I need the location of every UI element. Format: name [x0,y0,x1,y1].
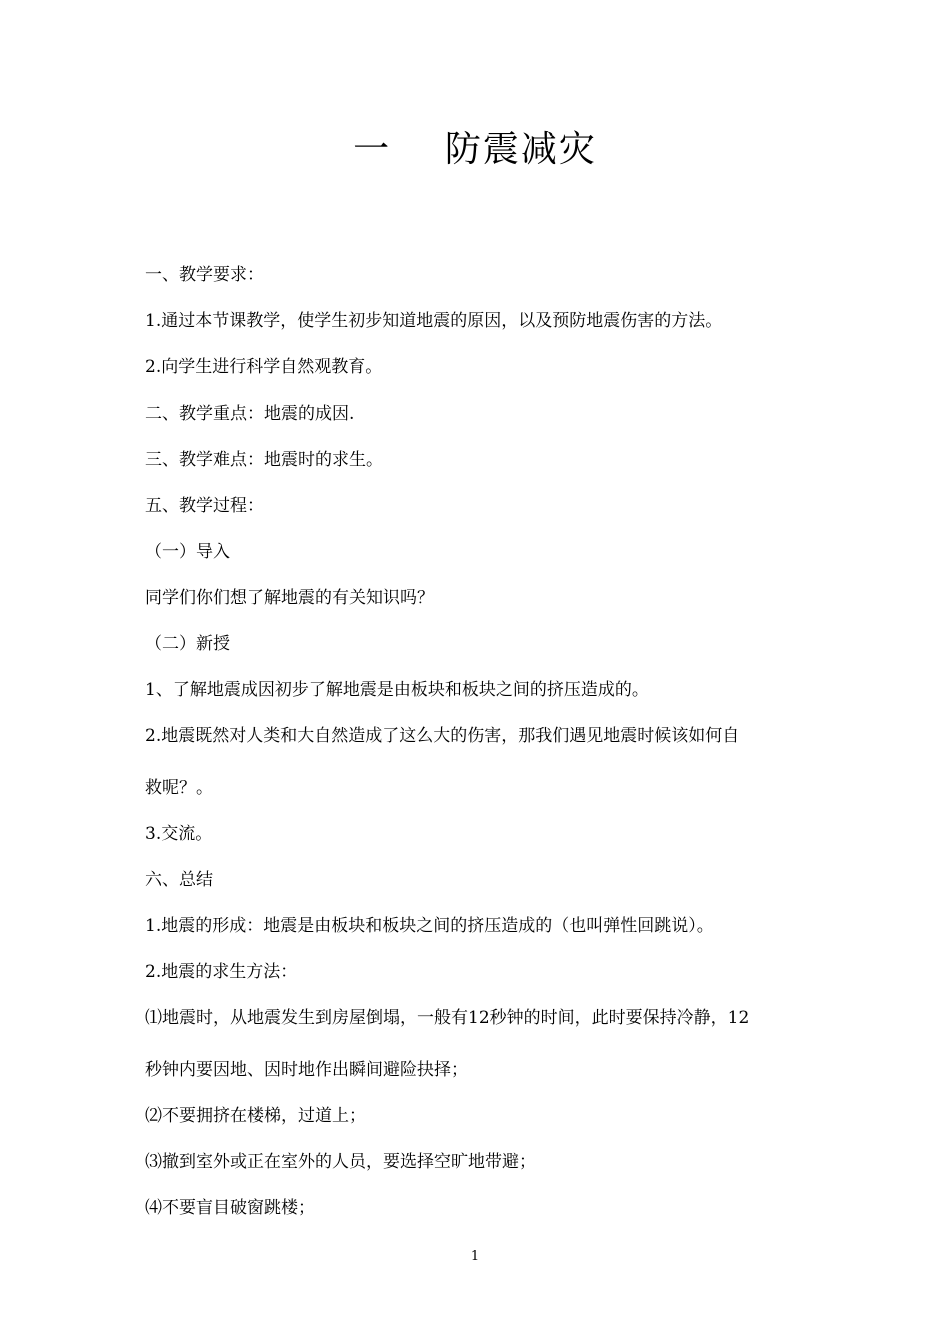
section-heading-process: 五、教学过程： [145,496,264,516]
section-heading-requirements: 一、教学要求： [145,265,264,285]
list-item-continuation: 秒钟内要因地、因时地作出瞬间避险抉择； [145,1060,468,1080]
section-heading-summary: 六、总结 [145,870,213,890]
paragraph-line: 救呢？。 [145,778,213,798]
paragraph-line: 2.地震既然对人类和大自然造成了这么大的伤害，那我们遇见地震时候该如何自 [145,726,740,746]
page-title: 一 防震减灾 [353,129,597,170]
subsection-heading-intro: （一）导入 [145,542,230,562]
list-item: ⑶撤到室外或正在室外的人员，要选择空旷地带避； [145,1152,536,1172]
paragraph-line: 1.地震的形成：地震是由板块和板块之间的挤压造成的（也叫弹性回跳说）。 [145,916,714,936]
paragraph-line: 同学们你们想了解地震的有关知识吗？ [145,588,434,608]
paragraph-line: 3.交流。 [145,824,213,844]
subsection-heading-new-lesson: （二）新授 [145,634,230,654]
list-item: ⑴地震时，从地震发生到房屋倒塌，一般有12秒钟的时间，此时要保持冷静，12 [145,1008,750,1028]
section-heading-difficulties: 三、教学难点：地震时的求生。 [145,450,383,470]
section-heading-key-points: 二、教学重点：地震的成因. [145,404,355,424]
page-number: 1 [470,1249,480,1264]
paragraph-line: 2.地震的求生方法： [145,962,298,982]
paragraph-line: 1.通过本节课教学，使学生初步知道地震的原因，以及预防地震伤害的方法。 [145,311,723,331]
paragraph-line: 2.向学生进行科学自然观教育。 [145,357,383,377]
paragraph-line: 1、了解地震成因初步了解地震是由板块和板块之间的挤压造成的。 [145,680,649,700]
list-item: ⑷不要盲目破窗跳楼； [145,1198,315,1218]
list-item: ⑵不要拥挤在楼梯，过道上； [145,1106,366,1126]
